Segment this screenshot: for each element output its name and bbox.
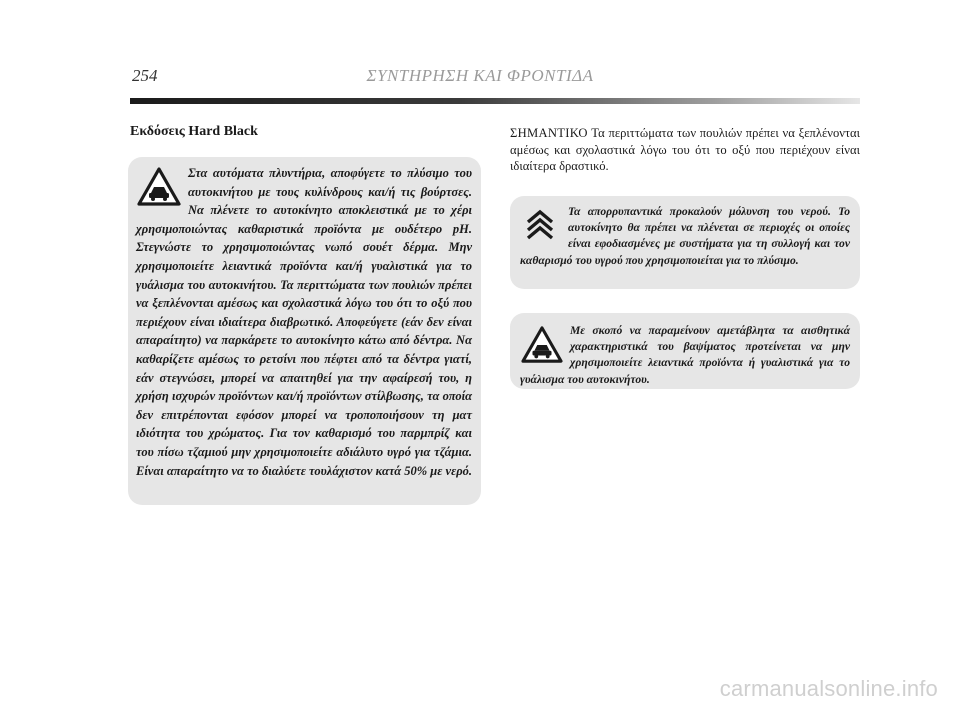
header-rule <box>130 98 860 104</box>
important-label: ΣΗΜΑΝΤΙΚΟ <box>510 126 588 140</box>
warning-triangle-icon <box>520 325 564 365</box>
environment-box-text: Τα απορρυπαντικά προκαλούν μόλυνση του νερού. Το αυτοκίνητο θα πρέπει να πλένεται σε περιοχές οι οποίες είναι εφοδιασμένες με συστήματα για τη συλλογή και τον καθαρισμό του υγρού που χρησιμοποιείται για το πλύσιμο. <box>520 205 850 267</box>
warning-triangle-icon <box>136 166 182 208</box>
warning-box-text: Στα αυτόματα πλυντήρια, αποφύγετε το πλύσιμο του αυτοκινήτου με τους κυλίνδρους και/ή τις βούρτσες. Να πλένετε το αυτοκίνητο αποκλειστικά με το χέρι χρησιμοποιώντας καθαριστικά προϊόντα με ουδέτερο pH. Στεγνώστε το χρησιμοποιώντας νωπό σουέτ δέρμα. Μην χρησιμοποιείτε λειαντικά προϊόντα και/ή γυαλιστικά για το γυάλισμα του αυτοκινήτου. Τα περιττώματα των πουλιών πρέπει να ξεπλένονται αμέσως και σχολαστικά λόγω του ότι το οξύ που περιέχουν είναι ιδιαίτερα διαβρωτικό. Αποφεύγετε (εάν δεν είναι απαραίτητο) να παρκάρετε το αυτοκίνητο κάτω από δέντρα. Να καθαρίζετε αμέσως το ρετσίνι που πέφτει από τα δέντρα γιατί, εάν στεγνώσει, μπορεί να απαιτηθεί για την αφαίρεσή του, η χρήση ισχυρών προϊόντων και/ή προϊόντων στίλβωσης, τα οποία δεν επιτρέπονται εφόσον μπορεί να τροποποιήσουν τη ματ ιδιότητα του χρώματος. Για τον καθαρισμό του παρμπρίζ και του πίσω τζαμιού μην χρησιμοποιείτε αδιάλυτο υγρό για τζάμια. Είναι απαραίτητο να το διαλύετε τουλάχιστον κατά 50% με νερό. <box>136 166 473 478</box>
important-text: Τα περιττώματα των πουλιών πρέπει να ξεπλένονται αμέσως και σχολαστικά λόγω του ότι το οξύ που περιέχουν είναι ιδιαίτερα δραστικό. <box>510 126 860 174</box>
environment-box <box>510 196 860 289</box>
warning-box-paint-text: Με σκοπό να παραμείνουν αμετάβλητα τα αισθητικά χαρακτηριστικά του βαψίματος προτείνεται να μην χρησιμοποιείτε λειαντικά προϊόντα ή γυαλιστικά για το γυάλισμα του αυτοκινήτου. <box>520 324 850 386</box>
section-heading: Εκδόσεις Hard Black <box>130 124 258 139</box>
running-title: ΣΥΝΤΗΡΗΣΗ ΚΑΙ ΦΡΟΝΤΙΔΑ <box>366 66 594 85</box>
page-number: 254 <box>132 66 158 85</box>
warning-box-hard-black <box>128 157 481 505</box>
important-paragraph <box>510 125 860 175</box>
warning-box-paint <box>510 313 860 389</box>
watermark: carmanualsonline.info <box>719 676 938 701</box>
environment-chevron-icon <box>520 206 560 246</box>
